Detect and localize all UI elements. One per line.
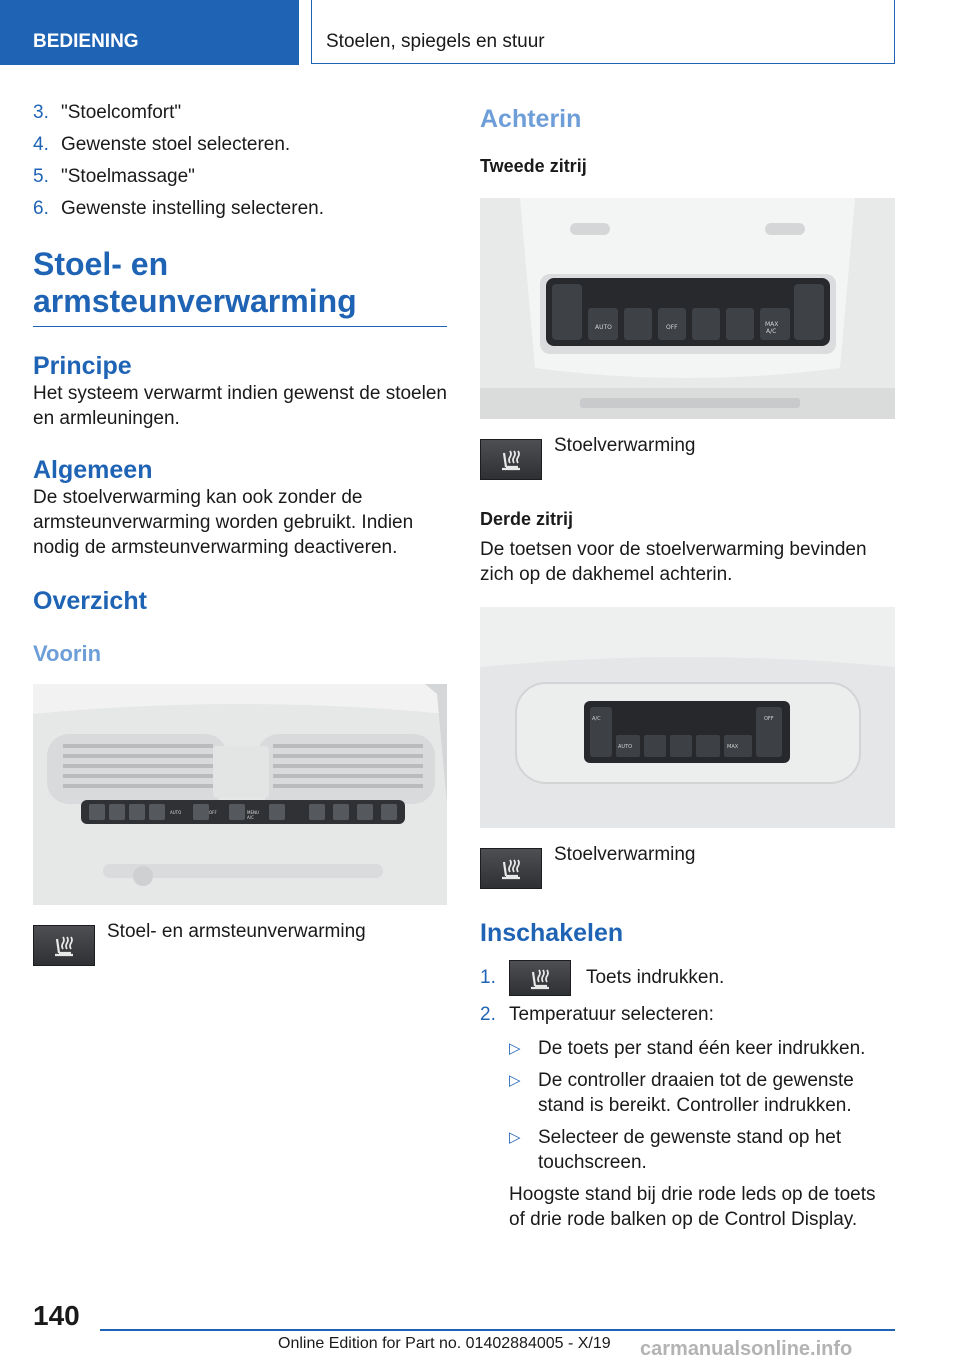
heading-tweede-zitrij: Tweede zitrij xyxy=(480,156,587,176)
roof-console-illustration xyxy=(480,607,895,828)
rear-console-illustration xyxy=(480,198,895,419)
step-number: 4. xyxy=(33,134,49,155)
footer-divider xyxy=(100,1329,895,1331)
list-item xyxy=(509,1068,895,1118)
step-2 xyxy=(480,1002,895,1027)
bullet-triangle-icon: ▷ xyxy=(509,1129,521,1146)
options-list xyxy=(480,1036,895,1175)
step-number: 6. xyxy=(33,198,49,219)
left-column xyxy=(33,100,447,979)
step-text: "Stoelcomfort" xyxy=(61,102,182,123)
panel-label: AUTO xyxy=(170,810,182,815)
heading-inschakelen: Inschakelen xyxy=(480,919,624,947)
second-row-photo xyxy=(480,198,895,419)
heading-derde-zitrij: Derde zitrij xyxy=(480,509,574,529)
caption-front xyxy=(33,919,447,979)
edition-text: Online Edition for Part no. 01402884005 - X/19 xyxy=(278,1335,611,1352)
page-header xyxy=(0,0,960,66)
list-item xyxy=(33,196,447,222)
page-number: 140 xyxy=(33,1300,80,1331)
panel-label: A/C xyxy=(592,716,601,722)
seat-heating-icon xyxy=(33,925,95,966)
heading-algemeen: Algemeen xyxy=(33,456,153,484)
third-row-photo xyxy=(480,607,895,828)
seat-heating-icon xyxy=(480,848,542,889)
bullet-triangle-icon: ▷ xyxy=(509,1072,521,1089)
chapter-title: Stoelen, spiegels en stuur xyxy=(311,0,895,64)
panel-label: MAX xyxy=(765,321,779,328)
right-column xyxy=(480,100,895,1232)
dashboard-vents-illustration xyxy=(33,684,447,905)
panel-label: OFF xyxy=(764,716,774,722)
panel-label: MAX xyxy=(727,744,739,750)
list-item xyxy=(509,1125,895,1175)
step-text: Temperatuur selecteren: xyxy=(509,1004,714,1025)
list-item xyxy=(509,1036,895,1061)
panel-label: AUTO xyxy=(618,744,633,750)
panel-label: OFF xyxy=(209,810,217,815)
list-item xyxy=(33,164,447,190)
step-number: 1. xyxy=(480,967,496,988)
bullet-text: De toets per stand één keer indrukken. xyxy=(538,1038,866,1059)
watermark: carmanualsonline.info xyxy=(640,1338,853,1360)
caption-text: Stoel- en armsteunverwarming xyxy=(107,921,366,942)
steps-list xyxy=(33,100,447,222)
caption-third-row xyxy=(480,842,895,902)
bullet-text: Selecteer de gewenste stand op het touchscreen. xyxy=(538,1127,842,1173)
heading-principe: Principe xyxy=(33,352,132,380)
step-1 xyxy=(480,960,895,996)
note-text: Hoogste stand bij drie rode leds op de toets of drie rode balken op de Control Display. xyxy=(509,1184,876,1230)
step-text: Gewenste stoel selecteren. xyxy=(61,134,291,155)
list-item xyxy=(33,132,447,158)
panel-label: OFF xyxy=(666,324,678,331)
caption-text: Stoelverwarming xyxy=(554,844,696,865)
seat-heating-icon xyxy=(509,960,571,996)
panel-label: AUTO xyxy=(595,324,612,331)
panel-label: A/C xyxy=(247,815,254,820)
heading-achterin: Achterin xyxy=(480,105,582,133)
front-climate-photo xyxy=(33,684,447,905)
step-number: 5. xyxy=(33,166,49,187)
caption-text: Stoelverwarming xyxy=(554,435,696,456)
step-text: "Stoelmassage" xyxy=(61,166,195,187)
page-title: Stoel- en armsteunverwarming xyxy=(33,246,447,327)
step-text: Gewenste instelling selecteren. xyxy=(61,198,324,219)
caption-second-row xyxy=(480,433,895,493)
section-tab: BEDIENING xyxy=(0,0,299,65)
panel-label: A/C xyxy=(766,328,777,335)
step-text: Toets indrukken. xyxy=(585,967,725,989)
bullet-triangle-icon: ▷ xyxy=(509,1040,521,1057)
heading-voorin: Voorin xyxy=(33,641,102,666)
derde-zitrij-text: De toetsen voor de stoelverwarming bevinden zich op de dakhemel achterin. xyxy=(480,539,867,585)
step-number: 3. xyxy=(33,102,49,123)
panel-label: MENU xyxy=(247,810,259,815)
algemeen-text: De stoelverwarming kan ook zonder de armsteunverwarming worden gebruikt. Indien nodig de armsteunverwarming deactiveren. xyxy=(33,487,414,558)
seat-heating-icon xyxy=(480,439,542,480)
heading-overzicht: Overzicht xyxy=(33,587,147,615)
list-item xyxy=(33,100,447,126)
step-number: 2. xyxy=(480,1004,496,1025)
bullet-text: De controller draaien tot de gewenste stand is bereikt. Controller indrukken. xyxy=(538,1070,854,1116)
principe-text: Het systeem verwarmt indien gewenst de stoelen en armleuningen. xyxy=(33,383,447,429)
